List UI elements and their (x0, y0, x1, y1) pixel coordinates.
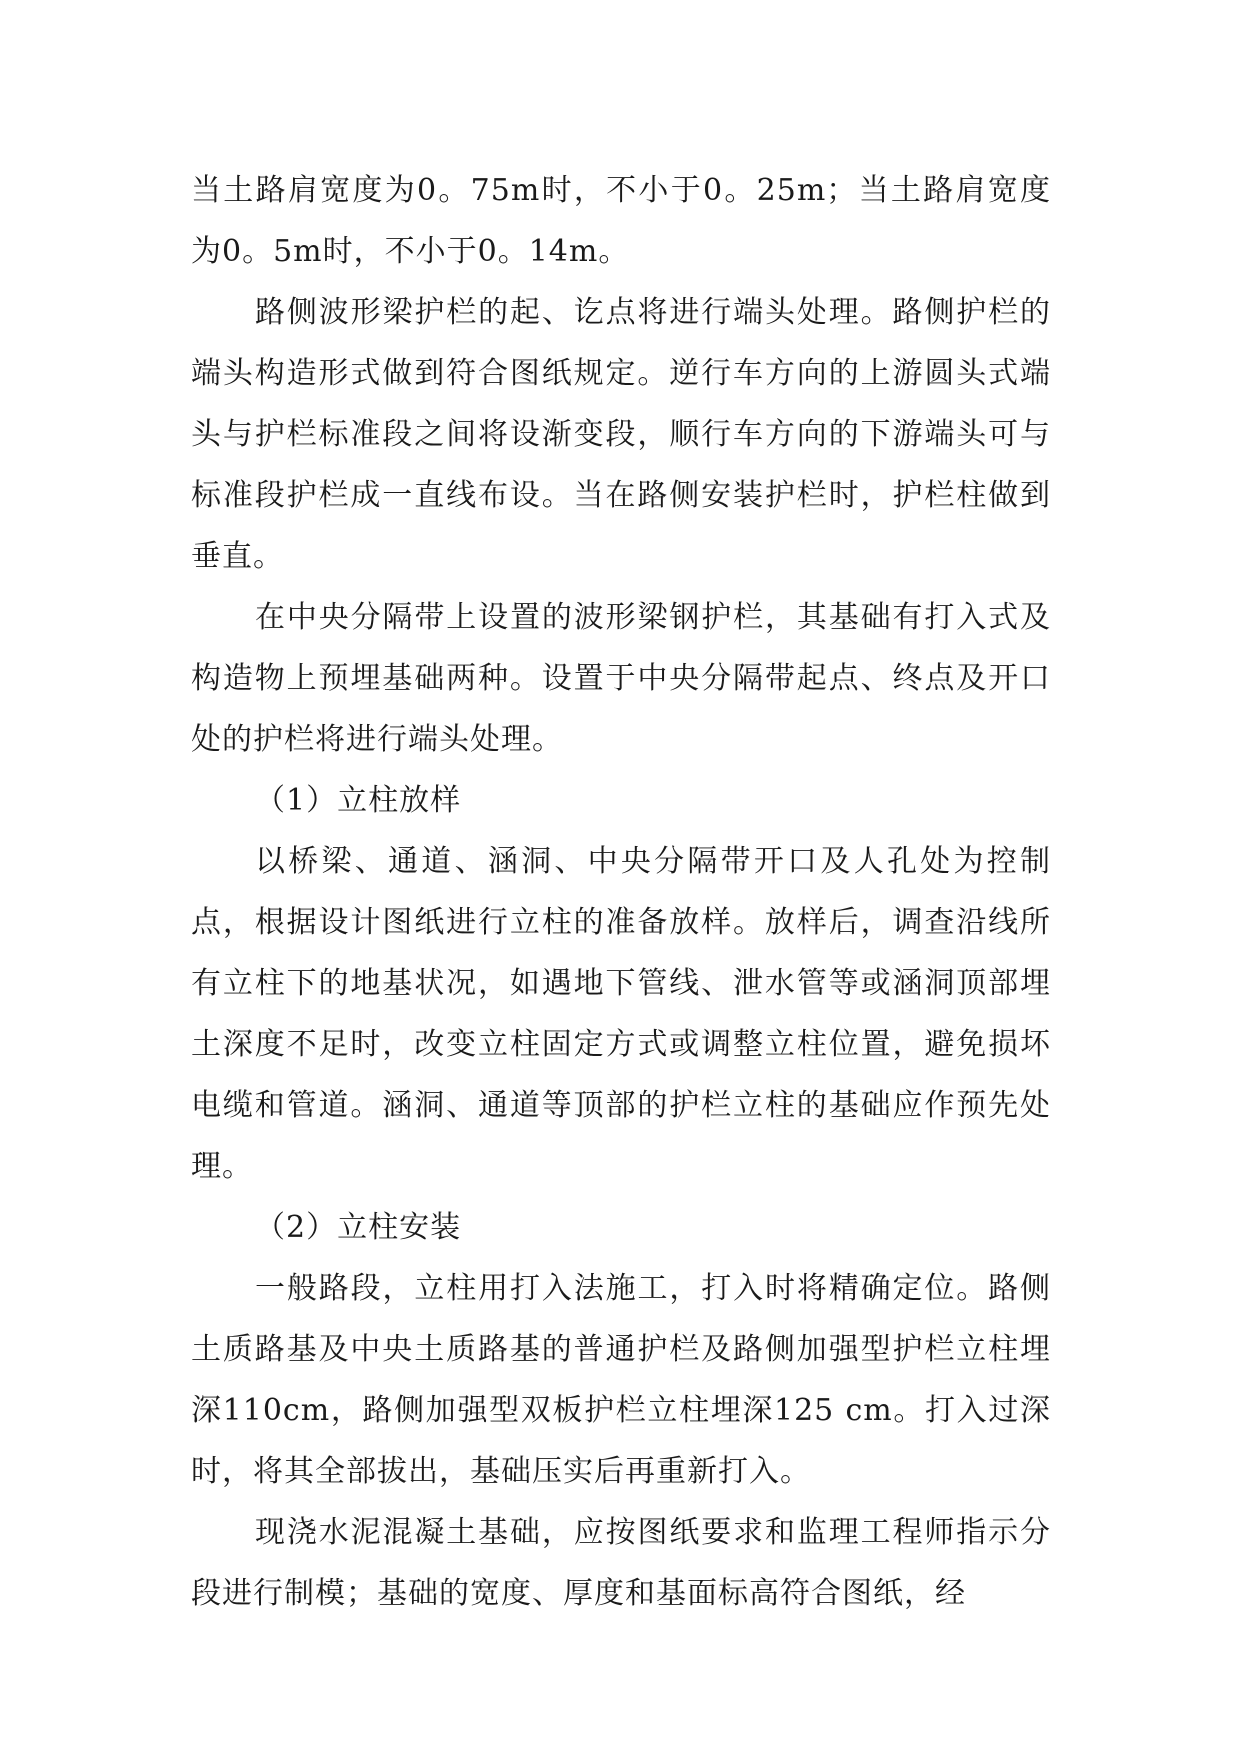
paragraph-post-installation: 一般路段，立柱用打入法施工，打入时将精确定位。路侧土质路基及中央土质路基的普通护栏及路侧加强型护栏立柱埋深110cm，路侧加强型双板护栏立柱埋深125 cm。打入过深时，将其全部拔出，基础压实后再重新打入。 (191, 1271, 1051, 1489)
section-heading-post-installation: （2）立柱安装 (255, 1210, 462, 1245)
document-body (191, 160, 1051, 1624)
paragraph-post-layout: 以桥梁、通道、涵洞、中央分隔带开口及人孔处为控制点，根据设计图纸进行立柱的准备放样。放样后，调查沿线所有立柱下的地基状况，如遇地下管线、泄水管等或涵洞顶部埋土深度不足时，改变立柱固定方式或调整立柱位置，避免损坏电缆和管道。涵洞、通道等顶部的护栏立柱的基础应作预先处理。 (191, 844, 1051, 1184)
paragraph-median-guardrail: 在中央分隔带上设置的波形梁钢护栏，其基础有打入式及构造物上预埋基础两种。设置于中央分隔带起点、终点及开口处的护栏将进行端头处理。 (191, 600, 1051, 757)
section-heading-post-layout: （1）立柱放样 (255, 783, 462, 818)
paragraph-roadside-guardrail-ends: 路侧波形梁护栏的起、讫点将进行端头处理。路侧护栏的端头构造形式做到符合图纸规定。逆行车方向的上游圆头式端头与护栏标准段之间将设渐变段，顺行车方向的下游端头可与标准段护栏成一直线布设。当在路侧安装护栏时，护栏柱做到垂直。 (191, 295, 1051, 574)
paragraph-shoulder-width: 当土路肩宽度为0。75m时，不小于0。25m；当土路肩宽度为0。5m时，不小于0。14m。 (191, 173, 1051, 269)
paragraph-concrete-foundation: 现浇水泥混凝土基础，应按图纸要求和监理工程师指示分段进行制模；基础的宽度、厚度和基面标高符合图纸，经 (191, 1515, 1051, 1611)
